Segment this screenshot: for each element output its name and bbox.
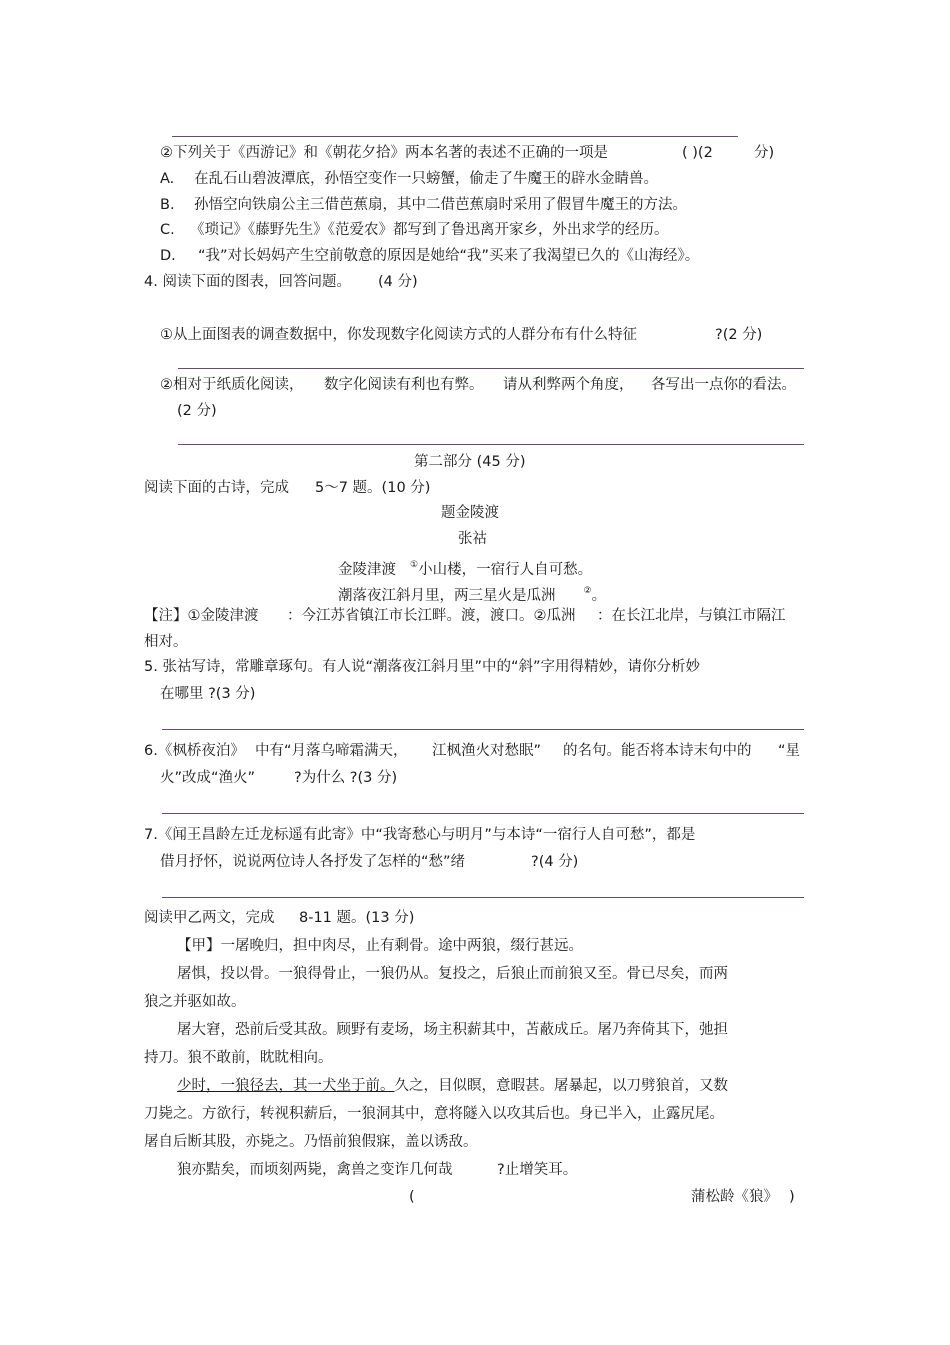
source-citation: 蒲松龄《狼》 <box>691 1189 778 1205</box>
question-4-sub2-score: (2 分) <box>177 403 217 419</box>
question-6-part-c: 江枫渔火对愁眠” <box>432 743 542 759</box>
poem-line-2-b: 。 <box>591 588 607 604</box>
answer-line <box>178 368 804 369</box>
passage-paragraph-1: 【甲】一屠晚归，担中肉尽，止有剩骨。途中两狼，缀行甚远。 <box>177 938 583 954</box>
option-d-letter: D. <box>160 248 176 264</box>
poem-intro-b: 5～7 题。(10 分) <box>315 480 431 496</box>
answer-line <box>162 897 804 898</box>
answer-line <box>178 444 804 445</box>
question-3-2-score: 分) <box>754 145 775 161</box>
passage-paragraph-3-line-1: 屠大窘，恐前后受其敌。顾野有麦场，场主积薪其中，苫蔽成丘。屠乃奔倚其下，弛担 <box>177 1022 728 1038</box>
poem-note-continued: 相对。 <box>144 634 188 650</box>
question-6-line-2-a: 火”改成“渔火” <box>160 770 256 786</box>
option-b-text: 孙悟空向铁扇公主三借芭蕉扇，其中二借芭蕉扇时采用了假冒牛魔王的方法。 <box>194 197 687 213</box>
question-6-part-d: 的名句。能否将本诗末句中的 <box>563 743 752 759</box>
question-4-stem: 4. 阅读下面的图表，回答问题。 <box>144 274 351 290</box>
option-d-text: “我”对长妈妈产生空前敬意的原因是她给“我”买来了我渴望已久的《山海经》。 <box>198 248 700 264</box>
question-4-sub1: ①从上面图表的调查数据中，你发现数字化阅读方式的人群分布有什么特征 <box>160 327 637 343</box>
option-a-letter: A. <box>160 171 175 187</box>
passage-intro-b: 8-11 题。(13 分) <box>299 910 415 926</box>
passage-paragraph-3-line-2: 持刀。狼不敢前，眈眈相向。 <box>144 1050 333 1066</box>
passage-paragraph-2-line-2: 狼之并驱如故。 <box>144 994 246 1010</box>
question-3-2-paren: ( )(2 <box>682 145 713 161</box>
passage-paragraph-2-line-1: 屠惧，投以骨。一狼得骨止，一狼仍从。复投之，后狼止而前狼又至。骨已尽矣，而两 <box>177 966 728 982</box>
poem-line-2 <box>338 581 606 606</box>
question-4-sub2-part-d: 各写出一点你的看法。 <box>651 377 796 393</box>
passage-paragraph-4-line-3: 屠自后断其股，亦毙之。乃悟前狼假寐，盖以诱敌。 <box>144 1134 478 1150</box>
answer-line <box>162 729 804 730</box>
question-5-line-1: 5. 张祜写诗，常雕章琢句。有人说“潮落夜江斜月里”中的“斜”字用得精妙，请你分析妙 <box>144 659 700 675</box>
option-a-text: 在乱石山碧波潭底，孙悟空变作一只螃蟹，偷走了牛魔王的辟水金睛兽。 <box>194 171 658 187</box>
passage-paragraph-4-line-1 <box>177 1076 728 1096</box>
option-c-text: 《琐记》《藤野先生》《范爱农》都写到了鲁迅离开家乡，外出求学的经历。 <box>190 222 669 238</box>
part-2-heading: 第二部分 (45 分) <box>414 454 526 470</box>
question-6-part-b: 中有“月落乌啼霜满天， <box>255 743 408 759</box>
option-c-letter: C. <box>160 222 175 238</box>
question-7-line-1: 7.《闻王昌龄左迁龙标遥有此寄》中“我寄愁心与明月”与本诗“一宿行人自可愁”，都是 <box>144 827 696 843</box>
source-open-paren: ( <box>409 1189 415 1205</box>
answer-line <box>162 813 804 814</box>
poem-note-a: 【注】①金陵津渡 <box>144 608 259 624</box>
question-4-sub1-score: ?(2 分) <box>715 327 763 343</box>
passage-paragraph-5-b: ?止增笑耳。 <box>497 1162 578 1178</box>
question-4-sub2-part-b: 数字化阅读有利也有弊。 <box>324 377 484 393</box>
poem-author: 张祜 <box>458 531 487 547</box>
poem-note-c: ：在长江北岸，与镇江市隔江 <box>597 608 786 624</box>
question-7-line-2-b: ?(4 分) <box>531 854 579 870</box>
underlined-sentence: 少时，一狼径去，其一犬坐于前。 <box>177 1078 395 1094</box>
footnote-marker-1: ① <box>410 560 419 570</box>
passage-paragraph-4-line-2: 刀毙之。方欲行，转视积薪后，一狼洞其中，意将隧入以攻其后也。身已半入，止露尻尾。 <box>144 1106 724 1122</box>
question-4-score: (4 分) <box>378 274 418 290</box>
option-b-letter: B. <box>160 197 175 213</box>
question-4-sub2-part-c: 请从利弊两个角度， <box>503 377 634 393</box>
poem-line-1-b: 小山楼，一宿行人自可愁。 <box>418 562 593 578</box>
question-4-sub2-part-a: ②相对于纸质化阅读， <box>160 377 304 393</box>
question-6-part-e: “星 <box>778 743 801 759</box>
poem-intro-a: 阅读下面的古诗，完成 <box>144 480 289 496</box>
passage-paragraph-5-a: 狼亦黠矣，而顷刻两毙，禽兽之变诈几何哉 <box>177 1162 453 1178</box>
poem-line-1-a: 金陵津渡 <box>338 562 396 578</box>
passage-paragraph-4-text: 久之，目似瞑，意暇甚。屠暴起，以刀劈狼首，又数 <box>394 1078 728 1094</box>
question-6-part-a: 6.《枫桥夜泊》 <box>144 743 245 759</box>
poem-line-2-a: 潮落夜江斜月里，两三星火是瓜洲 <box>338 588 556 604</box>
question-3-2-stem: ②下列关于《西游记》和《朝花夕拾》两本名著的表述不正确的一项是 <box>160 145 608 161</box>
question-7-line-2-a: 借月抒怀，说说两位诗人各抒发了怎样的“愁”绪 <box>160 854 466 870</box>
footnote-marker-2: ② <box>583 586 592 596</box>
poem-line-1 <box>338 555 592 580</box>
question-6-line-2-b: ?为什么 ?(3 分) <box>294 770 398 786</box>
question-5-line-2: 在哪里 ?(3 分) <box>160 686 256 702</box>
poem-title: 题金陵渡 <box>441 505 499 521</box>
source-close-paren: ) <box>789 1189 795 1205</box>
passage-intro-a: 阅读甲乙两文，完成 <box>144 910 275 926</box>
poem-note-b: ：今江苏省镇江市长江畔。渡，渡口。②瓜洲 <box>287 608 576 624</box>
answer-line <box>172 136 738 137</box>
